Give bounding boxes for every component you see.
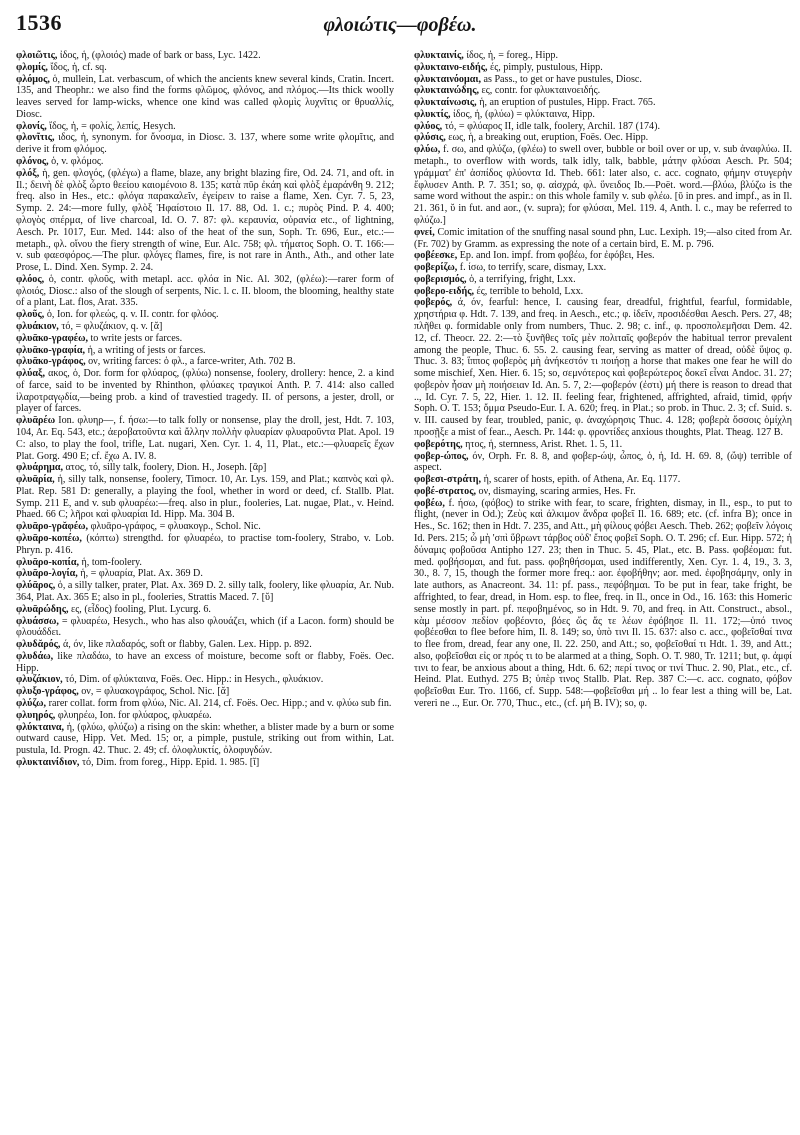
entry-headword: φλυδάω, (16, 650, 54, 662)
entry-headword: φνεί, (414, 226, 435, 238)
entry-definition: f. ίσω, to terrify, scare, dismay, Lxx. (457, 262, 607, 274)
entry-headword: φλοιῶτις, (16, 50, 58, 61)
dictionary-entry (16, 604, 394, 616)
entry-headword: φλύᾱρος, (16, 580, 56, 592)
entry-definition: ἡ, = φλυαρία, Plat. Ax. 369 D. (77, 568, 203, 580)
dictionary-entry (414, 451, 792, 475)
entry-headword: φοβέω, (414, 497, 445, 509)
entry-headword: φοβερο-ειδής, (414, 285, 474, 297)
entry-headword: φλυᾱρο-γρᾰφέω, (16, 521, 89, 533)
entry-definition: ἴδος, ἡ, cf. sq. (47, 61, 107, 73)
entry-definition: ίδος, ἡ, (φλύω) = φλύκταινα, Hipp. (450, 108, 595, 120)
page-header (16, 8, 784, 42)
entry-headword: φλυᾱκο-γραφία, (16, 344, 86, 356)
entry-definition: ές, pimply, pustulous, Hipp. (487, 61, 603, 73)
dictionary-entry (16, 616, 394, 640)
entry-definition: τό, Dim. from foreg., Hipp. Epid. 1. 985. [ῐ] (79, 756, 260, 768)
dictionary-entry (16, 274, 394, 309)
entry-definition: ἡ, scarer of hosts, epith. of Athena, Ar. Eq. 1177. (481, 474, 681, 486)
entry-definition: ον, dismaying, scaring armies, Hes. Fr. (476, 485, 636, 497)
dictionary-entry (16, 415, 394, 462)
dictionary-entry (16, 309, 394, 321)
entry-definition: ητος, ἡ, sternness, Arist. Rhet. 1. 5, 11. (462, 438, 623, 450)
entry-definition: ὁ, a silly talker, prater, Plat. Ax. 369 D. 2. silly talk, foolery, like φλυαρία, Ar. Nub. 364, Plat. Ax. 365 E; also in pl., fooleries, Strattis Maced. 7. [ῠ] (16, 580, 394, 603)
dictionary-entry (16, 533, 394, 557)
entry-headword: φλονῖτις, (16, 132, 55, 144)
entry-headword: φλυᾱρο-κοπία, (16, 556, 79, 568)
dictionary-entry (16, 474, 394, 521)
dictionary-entry (16, 580, 394, 604)
entry-definition: Ep. and Ion. impf. from φοβέω, for ἐφόβει, Hes. (457, 250, 655, 262)
entry-headword: φλυᾱκο-γραφέω, (16, 332, 88, 344)
entry-definition: ἡ, gen. φλογός, (φλέγω) a flame, blaze, any bright blazing fire, Od. 24. 71, and oft. in Il.; δεινὴ δὲ φλὸξ ὦρτο θεείου καιομένοιο 8. 135; κατὰ πῦρ ἐκάη καὶ φλὸξ ἐμαράνθη 9. 212; freq. also in Hes., etc.: φλόγα παρακαλεῖν, ἐγείρειν to raise a flame, Xen. Cyr. 7. 5, 23, Symp. 2. 24:—more fully, φλὸξ Ἡφαίστοιο Il. 17. 88, Od. 1. c.; πυρὸς Pind. P. 4. 400; φλογὸς σπέρμα, of live charcoal, Id. O. 7. 87: φλ. κεραυνία, οὐρανία etc., of lightning, Aesch. Pr. 1017, Eur. Med. 144: also of the heat of the sun, Soph. Tr. 696, Eur., etc.:—metaph., φλ. οἴνου the fiery strength of wine, Eur. Alc. 758; φλ. τήματος Soph. O. T. 166:—v. sub φαεσφόρος.—The plur. φλόγες flames, fire, is not rare in Anth., Ath., and other late Prose, L. Dind. Xen. Symp. 2. 24. (16, 167, 394, 274)
text-columns (16, 50, 792, 1130)
entry-headword: φλυκταίνωσις, (414, 97, 477, 109)
entry-definition: ἡ, (φλύω, φλύζω) a rising on the skin: whether, a blister made by a burn or some outward cause, Hipp. Vet. Med. 15; or, a pimple, pustule, striking out from within, Lat. pustula, Id. Progn. 42. Thuc. 2. 49; cf. ὀλοφλυκτίς, ὀλοφυγδών. (16, 721, 394, 757)
dictionary-entry (16, 321, 394, 333)
entry-headword: φλύω, (414, 144, 441, 156)
dictionary-entry (414, 109, 792, 121)
entry-headword: φλυάσσω, (16, 615, 59, 627)
entry-definition: Comic imitation of the snuffing nasal sound phn, Luc. Lexiph. 19;—also cited from Ar. (Fr. 702) by Gramm. as expressing the note of a certain bird, E. M. p. 796. (414, 226, 792, 250)
entry-definition: τό, = φλύαρος II, idle talk, foolery, Archil. 187 (174). (442, 120, 660, 132)
entry-headword: φλυκταινίς, (414, 50, 464, 61)
entry-headword: φλυάρημα, (16, 462, 63, 474)
entry-headword: φλόος, (16, 273, 45, 285)
entry-headword: φλυδᾰρός, (16, 639, 61, 651)
entry-definition: (κόπτω) strengthd. for φλυαρέω, to practise tom-foolery, Strabo, v. Lob. Phryn. p. 416. (16, 533, 394, 556)
entry-definition: ά, όν, fearful: hence, I. causing fear, dreadful, frightful, fearful, formidable, χρηστήρια φ. Hdt. 7. 139, and freq. in Aesch., etc.; φ. ἰδεῖν, προσιδέσθαι Aesch. Pers. 27, 48; πλῆθει φ. formidable only from numbers, Thuc. 2. 98; c. inf., φ. προσπολεμῆσαι Dem. 42. 12, cf. Theocr. 22. 2:—τὸ ξυνῆθες τοῖς μὲν πολιταῖς φοβερόν the habitual terror prevalent among the people, Thuc. 6. 55. 2. causing fear, serving as matter of dread, οὐδὲ ὕψος φ. Thuc. 3. 83; ἵππος φοβερὸς μὴ ἀνήκεστόν τι ποιήσῃ a horse that makes one fear he will do some mischief, Xen. Hier. 6. 15; so, σεμνότερος καὶ φοβερώτερος δοκεῖ εἶναι Andoc. 31. 27; φοβερὸν ἦσαν μὴ ποιήσειαν Id. An. 5. 7, 2:—φοβερόν (ἐστι) μή there is reason to dread that .., Id. Cyr. 7. 5, 22, Hier. 1. 12. II. feeling fear, frightened, affrighted, afraid, timid, φρήν Soph. O. T. 153; ὄμμα Pseudo-Eur. I. A. 620; freq. in Plat.; so prob. in Thuc. 2. 3; cf. Suid. s. v. III. caused by fear, troubled, panic, φ. ἀναχώρησις Thuc. 4. 128; φοβερὰ ὅσσοις ὁμίχλη προσῇξε a mist of fear.., Aesch. Pr. 144: φ. φροντίδες anxious thoughts, Plat. Theag. 127 B. (414, 297, 792, 438)
entry-definition: ὁ, contr. φλοῦς, with metapl. acc. φλόα in Nic. Al. 302, (φλέω):—rarer form of φλοιός, Diosc.: also of the slough of serpents, Nic. l. c. II. bloom, the blooming, healthy state of a plant, Lat. flos, Arat. 335. (16, 273, 394, 309)
dictionary-entry (414, 132, 792, 144)
dictionary-entry (16, 62, 394, 74)
dictionary-entry (16, 168, 394, 274)
entry-definition: ον, writing farces: ὁ φλ., a farce-writer, Ath. 702 B. (85, 356, 296, 368)
dictionary-entry (16, 521, 394, 533)
dictionary-entry (16, 722, 394, 757)
entry-headword: φλυᾱκο-γράφος, (16, 356, 86, 368)
entry-headword: φλύαξ, (16, 368, 46, 380)
dictionary-entry (16, 568, 394, 580)
dictionary-entry (414, 85, 792, 97)
entry-headword: φλυᾱρία, (16, 474, 55, 486)
entry-headword: φλυᾱρο-κοπέω, (16, 533, 82, 545)
entry-definition: like πλαδάω, to have an excess of moisture, become soft or flabby, Foës. Oec. Hipp. (16, 650, 394, 674)
entry-definition: f. σω, and φλύζω, (φλέω) to swell over, bubble or boil over or up, v. sub ἀναφλύω. II. metaph., to overflow with words, talk idly, talk, babble, μάτην φλύσαι Aesch. Pr. 504; γράμματ' ἐπ' ἀσπίδος φλύοντα Id. Theb. 661: later also, c. acc. cognato, φήμην στυγερὴν ἔφλυσεν Anth. P. 7. 351; so, φ. αἰσχρά, φλ. ὕνειδος Ib.—Poët. word.—βλύω, βλύζω is the same word without the aspir.: on this whole family v. sub φλέω. [ῡ in pres. and impf., as in Il. 21. 361, ῠ in fut. and aor., (v. supra); for φλύσαι, Mel. 119. 4, Anth. l. c., may be referred to φλύζω.] (414, 144, 792, 226)
entry-headword: φλυζάκιον, (16, 674, 63, 686)
entry-headword: φλυκταινώδης, (414, 85, 480, 97)
dictionary-entry (16, 674, 394, 686)
entry-definition: ες, (εἶδος) fooling, Plut. Lycurg. 6. (68, 603, 211, 615)
dictionary-entry (16, 156, 394, 168)
entry-headword: φλυκταινόομαι, (414, 73, 481, 85)
dictionary-entry (16, 639, 394, 651)
entry-definition: ά, όν, like πλαδαρός, soft or flabby, Galen. Lex. Hipp. p. 892. (60, 639, 312, 651)
entry-definition: φλυηρέω, Ion. for φλύαρος, φλυαρέω. (55, 709, 212, 721)
dictionary-entry (16, 462, 394, 474)
entry-definition: ακος, ὁ, Dor. form for φλύαρος, (φλύω) nonsense, foolery, drollery: hence, 2. a kind of farce, said to be invented by Rhinthon, φλύακες τραγικοί Anth. P. 7. 414: also called ἱλαροτραγῳδία,—being prob. a kind of travestied tragedy. II. of persons, a jester, droll, or player of farces. (16, 368, 394, 415)
dictionary-entry (16, 651, 394, 675)
entry-definition: ἡ, tom-foolery. (78, 556, 142, 568)
entry-definition: ον, = φλυακογράφος, Schol. Nic. [ᾰ] (78, 686, 230, 698)
dictionary-entry (16, 345, 394, 357)
entry-definition: ὁ, Ion. for φλεώς, q. v. II. contr. for φλόος. (44, 309, 219, 321)
entry-definition: Ion. φλυηρ—, f. ήσω:—to talk folly or nonsense, play the droll, jest, Hdt. 7. 103, 104, Ar. Eq. 543, etc.; ἀεροβατοῦντα καὶ ἄλλην πολλὴν φλυαρίαν φλυαροῦντα Plat. Apol. 19 C: also, to play the fool, trifle, Lat. nugari, Xen. Cyr. 1. 4, 11, Plat., etc.:—φλυαρεῖς ἔχων Plat. Gorg. 490 E; cf. ἔχω A. IV. 8. (16, 415, 394, 462)
entry-definition: εως, ἡ, a breaking out, eruption, Foës. Oec. Hipp. (445, 132, 649, 144)
entry-headword: φλύζω, (16, 697, 47, 709)
dictionary-entry (16, 710, 394, 722)
dictionary-entry (16, 356, 394, 368)
entry-definition: ἡ, a writing of jests or farces. (85, 344, 206, 356)
entry-definition: ες, contr. for φλυκταινοειδής. (479, 85, 601, 97)
entry-headword: φοβερ-ώπος, (414, 450, 469, 462)
dictionary-entry (414, 144, 792, 226)
entry-headword: φοβέεσκε, (414, 250, 458, 262)
entry-definition: φλυᾱρο-γράφος, = φλυακογρ., Schol. Nic. (88, 521, 261, 533)
dictionary-entry (16, 50, 394, 62)
dictionary-entry (414, 74, 792, 86)
entry-definition: as Pass., to get or have pustules, Diosc. (480, 73, 642, 85)
entry-headword: φλύος, (414, 120, 443, 132)
dictionary-entry (16, 698, 394, 710)
entry-headword: φλυᾱρέω (16, 415, 56, 427)
entry-headword: φλομίς, (16, 61, 48, 73)
entry-headword: φλυκταινίδιον, (16, 756, 80, 768)
entry-headword: φοβερότης, (414, 438, 463, 450)
dictionary-entry (414, 250, 792, 262)
entry-headword: φλύκταινα, (16, 721, 65, 733)
dictionary-entry (414, 274, 792, 286)
entry-definition: ίδος, ἡ, = foreg., Hipp. (463, 50, 559, 61)
entry-definition: τό, Dim. of φλύκταινα, Foës. Oec. Hipp.: in Hesych., φλυάκιον. (62, 674, 324, 686)
page-number: 1536 (16, 10, 62, 35)
entry-definition: ιδος, ἡ, synonym. for ὄνοσμα, in Diosc. 3. 137, where some write φλομῖτις, and derive it from φλόμος. (16, 132, 394, 156)
entry-headword: φλυκτίς, (414, 108, 451, 120)
entry-headword: φλυξο-γράφος, (16, 686, 79, 698)
entry-headword: φοβερισμός, (414, 273, 467, 285)
entry-definition: ὁ, mullein, Lat. verbascum, of which the ancients knew several kinds, Cratin. Incert. 135, and Theophr.: we also find the forms φλῶμος, φλόνος, and πλόμος.—Its thick woolly leaves served for lamp-wicks, whence one kind was called φλομὶς λυχνῖτις or θρυαλλίς, Diosc. (16, 73, 394, 120)
dictionary-entry (414, 50, 792, 62)
left-column (16, 50, 394, 1130)
entry-headword: φλυηρός, (16, 709, 56, 721)
entry-headword: φλόξ, (16, 167, 40, 179)
running-head: φλοιώτις—φοβέω. (323, 14, 477, 36)
dictionary-entry (414, 474, 792, 486)
entry-definition: τό, = φλυζάκιον, q. v. [ᾰ] (58, 320, 163, 332)
entry-headword: φλύσις, (414, 132, 446, 144)
dictionary-entry (16, 557, 394, 569)
entry-definition: ατος, τό, silly talk, foolery, Dion. H., Joseph. [ᾱρ] (63, 462, 267, 474)
dictionary-entry (16, 333, 394, 345)
dictionary-entry (414, 227, 792, 251)
dictionary-entry (414, 121, 792, 133)
dictionary-entry (414, 262, 792, 274)
right-column (414, 50, 792, 1130)
entry-definition: ἰδος, ἡ, (φλοιός) made of bark or bass, Lyc. 1422. (57, 50, 261, 61)
entry-definition: = φλυαρέω, Hesych., who has also φλουάζει, which (if a Lacon. form) should be φλουάδδει. (16, 615, 394, 639)
entry-definition: ἡ, an eruption of pustules, Hipp. Fract. 765. (476, 97, 656, 109)
dictionary-entry (414, 439, 792, 451)
entry-headword: φλυᾱρο-λογία, (16, 568, 78, 580)
entry-definition: f. ήσω, (φόβος) to strike with fear, to scare, frighten, dismay, in Il., esp., to put to flight, (never in Od.); Ζεὺς καὶ ἀλκιμον ἄνδρα φοβεῖ Il. 16. 689; etc. (cf. infra B); once in Hes., Sc. 162; then in Hdt. 7. 235, and Att., μὴ φίλους φόβει Aesch. Theb. 262; φοβεῖν λόγοις Id. Pers. 215; ὦ μὴ 'σπὶ ὕβρωντ τάρβος οὐδ' ἔπος φοβεῖ Soph. O. T. 296; cf. Eur. Hipp. 572; ἡ δύναμις φοβοῦσα Antipho 127. 23; then in Thuc. 5. 45, Plat., etc. B. Pass. φοβέομαι: fut. med. φοβήσομαι, and fut. pass. φοβηθήσομαι, used indifferently, Xen. Cyr. 1. 4, 19., 3. 3, 30., 8. 7, 15, though the former more freq.: aor. ἐφοβήθην; aor. med. ἐφοβησάμην, only in late authors, as Anacreont. 34. 11: pf. pass., πεφόβημαι. To be put in fear, take fright, be affrighted, to fear, dread, in Hom. esp. to flee, freq. in Il., once in Od., 16. 163: this Homeric sense mostly in part. pf. πεφοβημένος, so in Hdt. 9. 70, and freq. in Att. Construct., absol., κὰμ μέσσον πεδίον φοβέοντο, βόες ὥς ἅς τε λέων ἐφόβησε Il. 11. 172;—ὑπό τινος φοβέεσθαι to flee before him, Il. 8. 149; so, ὑπὸ τινι Il. 15. 637: also c. acc., φοβεῖσθαί τινα to flee from, dread, fear any one, Il. 22. 250, and Att.; so, φοβεῖσθαί τι Hdt. 1. 39, and Att.; also, φοβεῖσθαι εἰς or πρός τι to be alarmed at a thing, Soph. O. T. 980, Tr. 1211; but, φ. ἀμφί τινι to fear, be anxious about a thing, Hdt. 6. 62; περί τινος or τινί Thuc. 2. 90, Plat., etc., cf. Heind. Plat. Euthyd. 275 B; ὑπὲρ τινος Stallb. Plat. Rep. 387 C:—c. acc. cognato, φόβον φοβεῖσθαι Eur. Tro. 1166, cf. Supp. 548:—φοβεῖσθαι μή .. lo fear lest a thing will be, Lat. vereri ne .., Eur. Or. 770, Thuc., etc., (cf. μή B. IV); so, φ. (414, 497, 792, 709)
entry-headword: φοβέ-στρατος, (414, 485, 476, 497)
dictionary-entry (414, 498, 792, 710)
dictionary-entry (16, 757, 394, 769)
dictionary-entry (414, 297, 792, 438)
entry-headword: φλυᾱρώδης, (16, 603, 69, 615)
entry-headword: φλυάκιον, (16, 320, 59, 332)
entry-definition: ές, terrible to behold, Lxx. (473, 285, 584, 297)
entry-definition: όν, Orph. Fr. 8. 8, and φοβερ-ώψ, ὦπος, ὁ, ἡ, Id. H. 69. 8, (ὤψ) terrible of aspect. (414, 450, 792, 474)
entry-headword: φοβεσι-στράτη, (414, 474, 482, 486)
entry-headword: φλυκταινο-ειδής, (414, 61, 488, 73)
entry-headword: φλόνος, (16, 156, 49, 168)
dictionary-entry (414, 486, 792, 498)
dictionary-entry (414, 62, 792, 74)
entry-headword: φλονίς, (16, 120, 47, 132)
dictionary-entry (16, 74, 394, 121)
entry-headword: φοβερίζω, (414, 262, 458, 274)
entry-definition: ἡ, silly talk, nonsense, foolery, Timocr. 10, Ar. Lys. 159, and Plat.; καπνὸς καὶ φλ. Plat. Rep. 581 D: generally, a playing the fool, whether in word or deed, cf. Stallb. Plat. Symp. 211 E, and v. sub φλυαρέω:—freq. also in plur., fooleries, Lat. nugae, Plat., v. Heind. Phaed. 66 C; λῆροι καὶ φλυαρίαι Id. Hipp. Ma. 304 B. (16, 474, 394, 521)
dictionary-entry (414, 286, 792, 298)
dictionary-entry (16, 132, 394, 156)
entry-definition: rarer collat. form from φλύω, Nic. Al. 214, cf. Foës. Oec. Hipp.; and v. φλύω sub fin. (46, 697, 392, 709)
entry-headword: φοβερός, (414, 297, 453, 309)
dictionary-entry (414, 97, 792, 109)
dictionary-entry (16, 686, 394, 698)
entry-definition: ὁ, a terrifying, fright, Lxx. (466, 273, 576, 285)
dictionary-entry (16, 121, 394, 133)
entry-headword: φλόμος, (16, 73, 50, 85)
dictionary-entry (16, 368, 394, 415)
entry-definition: ἴδος, ἡ, = φολίς, λεπίς, Hesych. (46, 120, 176, 132)
entry-definition: to write jests or farces. (87, 332, 183, 344)
entry-headword: φλοῦς, (16, 309, 45, 321)
entry-definition: ὁ, v. φλόμος. (48, 156, 104, 168)
